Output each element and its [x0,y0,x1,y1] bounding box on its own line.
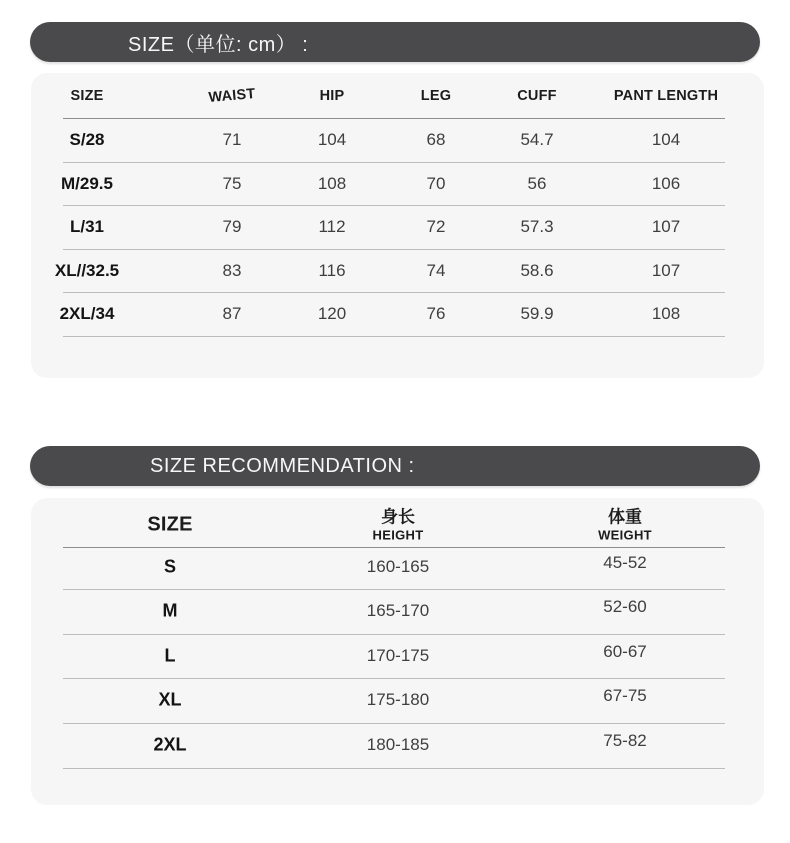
hip-cell: 112 [318,217,346,236]
row-divider [63,723,725,724]
size-recommendation-card [31,498,764,805]
row-divider [63,292,725,293]
size-cell: XL [158,689,182,710]
pant-length-cell: 107 [651,261,681,280]
size-cell: L/31 [69,217,105,236]
col-header-height-en: HEIGHT [372,527,424,543]
row-divider [63,589,725,590]
pant-length-cell: 108 [651,304,681,323]
size-recommendation-header-bar [30,446,760,486]
weight-cell: 67-75 [603,686,647,705]
leg-cell: 76 [426,304,446,323]
waist-cell: 87 [222,304,242,323]
row-divider [63,678,725,679]
waist-cell: 79 [222,217,242,236]
col-header-hip: HIP [319,88,345,104]
cuff-cell: 59.9 [520,304,554,323]
leg-cell: 70 [426,174,446,193]
row-divider [63,249,725,250]
height-cell: 175-180 [366,690,430,709]
col-header-weight-cn: 体重 [608,507,642,527]
size-cell: L [164,645,176,666]
leg-cell: 68 [426,130,446,149]
size-chart-card [31,73,764,378]
weight-cell: 45-52 [603,553,647,572]
col-header-height-cn: 身长 [381,507,415,527]
hip-cell: 108 [317,174,347,193]
hip-cell: 104 [317,130,347,149]
size-cell: 2XL [153,734,187,755]
col-header-size: SIZE [147,513,193,536]
hip-cell: 116 [318,261,346,280]
weight-cell: 60-67 [603,642,647,661]
waist-cell: 71 [222,130,242,149]
header-divider [63,547,725,548]
cuff-cell: 57.3 [520,217,554,236]
cuff-cell: 58.6 [520,261,554,280]
row-divider [63,768,725,769]
leg-cell: 72 [426,217,446,236]
leg-cell: 74 [426,261,446,280]
row-divider [63,634,725,635]
height-cell: 170-175 [366,646,430,665]
col-header-cuff: CUFF [517,88,557,104]
row-divider [63,205,725,206]
height-cell: 180-185 [366,735,430,754]
waist-cell: 75 [222,174,242,193]
size-cell: S [163,556,177,577]
col-header-leg: LEG [420,88,452,104]
size-recommendation-title: SIZE RECOMMENDATION : [150,454,415,477]
cuff-cell: 54.7 [520,130,554,149]
cuff-cell: 56 [527,174,547,193]
size-cell: M/29.5 [61,174,113,193]
waist-cell: 83 [222,261,242,280]
size-chart-header-bar [30,22,760,62]
row-divider [63,336,725,337]
hip-cell: 120 [317,304,347,323]
col-header-pant-length: PANT LENGTH [613,88,719,104]
pant-length-cell: 104 [651,130,681,149]
weight-cell: 52-60 [603,597,647,616]
size-chart-title: SIZE（单位: cm） : [128,33,309,56]
pant-length-cell: 107 [651,217,681,236]
size-cell: S/28 [69,130,105,149]
pant-length-cell: 106 [651,174,681,193]
size-cell: XL//32.5 [54,261,120,280]
size-cell: M [162,600,178,621]
weight-cell: 75-82 [603,731,647,750]
height-cell: 160-165 [366,557,430,576]
height-cell: 165-170 [366,601,430,620]
header-divider [63,118,725,119]
col-header-waist: WAIST [207,85,257,107]
row-divider [63,162,725,163]
col-header-size: SIZE [70,88,104,104]
col-header-weight-en: WEIGHT [598,527,652,543]
size-cell: 2XL/34 [59,304,115,323]
